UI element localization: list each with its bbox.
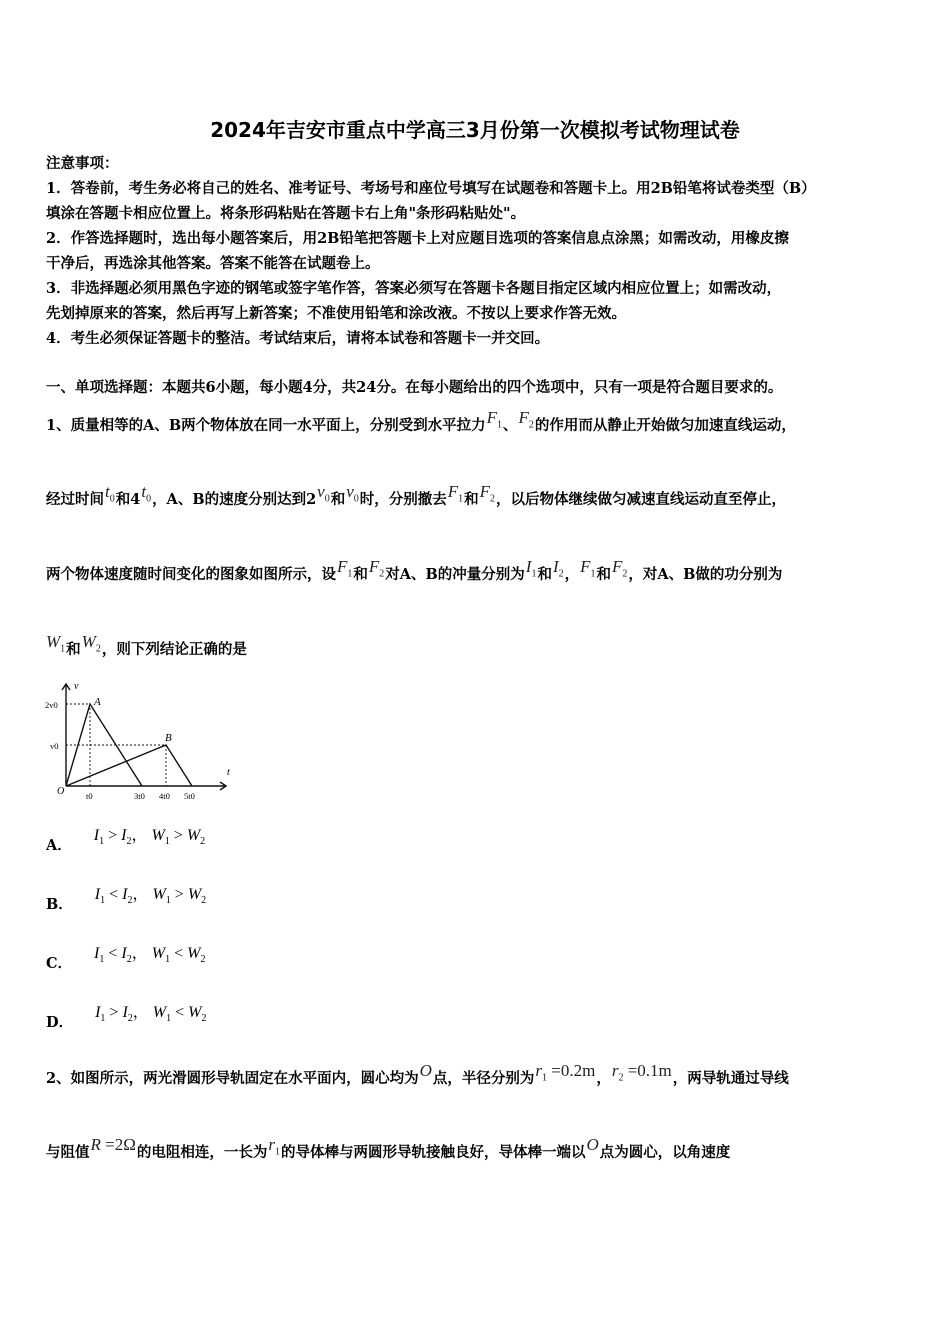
point-a-label: A xyxy=(94,696,101,708)
notice-line: 2．作答选择题时，选出每小题答案后，用2B铅笔把答题卡上对应题目选项的答案信息点涂黑；如需改动，用橡皮擦 xyxy=(46,230,789,247)
q2-line-1: 2、如图所示，两光滑圆形导轨固定在水平面内，圆心均为O点，半径分别为$r_1 =0.2m$，$r_2 =0.1m$，两导轨通过导线 xyxy=(46,1061,789,1087)
y-tick-label: 2v0 xyxy=(45,700,58,710)
notice-line: 先划掉原来的答案，然后再写上新答案；不准使用铅笔和涂改液。不按以上要求作答无效。 xyxy=(46,305,626,322)
x-tick-label: t0 xyxy=(86,791,93,801)
point-b-label: B xyxy=(165,732,172,744)
y-tick-label: v0 xyxy=(50,741,59,751)
y-axis-label: v xyxy=(74,681,79,692)
option-c[interactable]: C．$I_1 < I_2$， $W_1 < W_2$ xyxy=(46,945,206,972)
x-axis-label: t xyxy=(227,767,230,778)
notice-line: 4．考生必须保证答题卡的整洁。考试结束后，请将本试卷和答题卡一并交回。 xyxy=(46,330,550,347)
notice-line: 1．答卷前，考生务必将自己的姓名、准考证号、考场号和座位号填写在试题卷和答题卡上。用2B铅笔将试卷类型（B） xyxy=(46,180,816,197)
option-a[interactable]: A．$I_1 > I_2$， $W_1 > W_2$ xyxy=(46,827,206,854)
x-tick-label: 3t0 xyxy=(134,791,145,801)
origin-label: O xyxy=(57,786,65,797)
option-label: B． xyxy=(46,896,73,913)
x-tick-label: 5t0 xyxy=(184,791,195,801)
notice-line: 填涂在答题卡相应位置上。将条形码粘贴在答题卡右上角"条形码粘贴处"。 xyxy=(46,205,526,222)
notice-line: 干净后，再选涂其他答案。答案不能答在试题卷上。 xyxy=(46,255,380,272)
velocity-time-graph xyxy=(44,678,244,803)
option-label: C． xyxy=(46,955,73,972)
section-heading: 一、单项选择题：本题共6小题，每小题4分，共24分。在每小题给出的四个选项中，只有一项是符合题目要求的。 xyxy=(46,379,783,396)
notice-line: 3．非选择题必须用黑色字迹的钢笔或签字笔作答，答案必须写在答题卡各题目指定区域内相应位置上；如需改动， xyxy=(46,280,782,297)
option-label: D． xyxy=(46,1014,74,1031)
option-d[interactable]: D．$I_1 > I_2$， $W_1 < W_2$ xyxy=(46,1004,207,1031)
q1-line-1: 1、质量相等的A、B两个物体放在同一水平面上，分别受到水平拉力$F_1$、$F_2$的作用而从静止开始做匀加速直线运动， xyxy=(46,408,796,434)
q1-line-4: $W_1$和$W_2$，则下列结论正确的是 xyxy=(46,632,247,658)
notice-heading: 注意事项： xyxy=(46,155,119,172)
q1-line-2: 经过时间$t_0$和$4t_0$，A、B的速度分别达到$2v_0$和$v_0$时，分别撤去$F_1$和$F_2$，以后物体继续做匀减速直线运动直至停止， xyxy=(46,482,787,508)
option-b[interactable]: B．$I_1 < I_2$， $W_1 > W_2$ xyxy=(46,886,207,913)
q1-line-3: 两个物体速度随时间变化的图象如图所示，设$F_1$和$F_2$对A、B的冲量分别为$I_1$和$I_2$，$F_1$和$F_2$，对A、B做的功分别为 xyxy=(46,557,783,583)
q2-line-2: 与阻值R =2Ω的电阻相连，一长为$r_1$的导体棒与两圆形导轨接触良好，导体棒一端以O点为圆心，以角速度 xyxy=(46,1135,731,1161)
x-tick-label: 4t0 xyxy=(159,791,170,801)
option-label: A． xyxy=(46,837,72,854)
page-title: 2024年吉安市重点中学高三3月份第一次模拟考试物理试卷 xyxy=(210,118,740,142)
